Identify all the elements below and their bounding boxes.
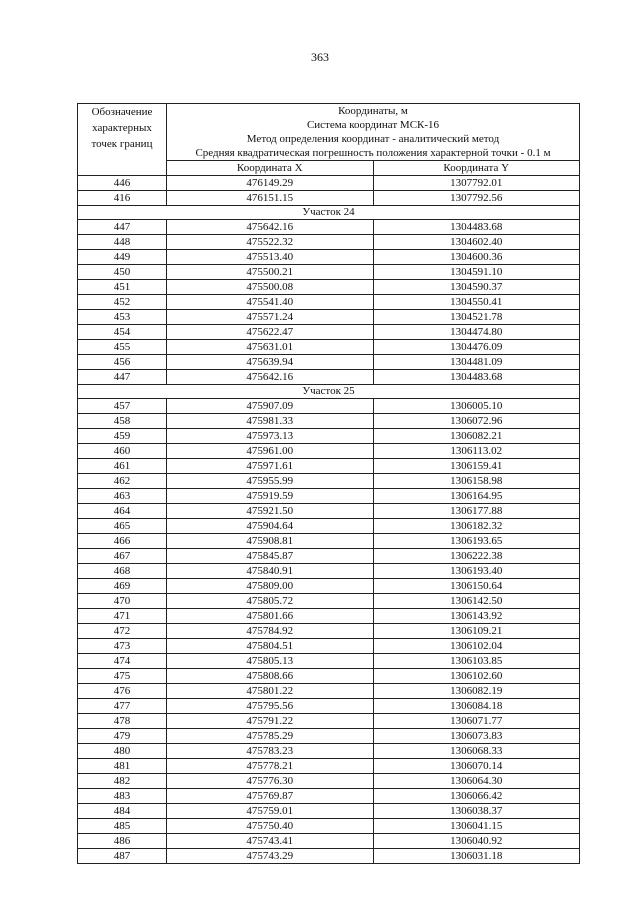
coord-x-cell: 475955.99 [167, 474, 374, 489]
coord-y-cell: 1306066.42 [373, 789, 580, 804]
point-id-cell: 451 [78, 280, 167, 295]
point-id-cell: 462 [78, 474, 167, 489]
coord-x-cell: 475642.16 [167, 370, 374, 385]
table-row [78, 235, 580, 250]
coord-y-cell: 1306068.33 [373, 744, 580, 759]
coord-x-cell: 475776.30 [167, 774, 374, 789]
table-row [78, 654, 580, 669]
table-row [78, 325, 580, 340]
table-row [78, 519, 580, 534]
point-id-cell: 483 [78, 789, 167, 804]
table-row [78, 265, 580, 280]
coord-y-cell: 1304602.40 [373, 235, 580, 250]
coord-y-cell: 1304550.41 [373, 295, 580, 310]
coord-x-cell: 475783.23 [167, 744, 374, 759]
table-row [78, 669, 580, 684]
coord-y-cell: 1307792.56 [373, 191, 580, 206]
coord-y-cell: 1306082.19 [373, 684, 580, 699]
coord-y-cell: 1306143.92 [373, 609, 580, 624]
point-id-cell: 465 [78, 519, 167, 534]
point-id-cell: 460 [78, 444, 167, 459]
coord-y-cell: 1306193.65 [373, 534, 580, 549]
point-id-cell: 487 [78, 849, 167, 864]
coord-y-cell: 1306064.30 [373, 774, 580, 789]
coord-x-cell: 475908.81 [167, 534, 374, 549]
coord-y-cell: 1306082.21 [373, 429, 580, 444]
coord-x-cell: 475840.91 [167, 564, 374, 579]
coord-y-cell: 1306193.40 [373, 564, 580, 579]
point-id-cell: 476 [78, 684, 167, 699]
coord-x-cell: 475513.40 [167, 250, 374, 265]
point-id-cell: 470 [78, 594, 167, 609]
coord-x-cell: 475791.22 [167, 714, 374, 729]
table-row [78, 699, 580, 714]
table-row [78, 849, 580, 864]
table-row [78, 684, 580, 699]
coord-x-cell: 475809.00 [167, 579, 374, 594]
coord-y-cell: 1306182.32 [373, 519, 580, 534]
table-row [78, 819, 580, 834]
point-id-cell: 447 [78, 220, 167, 235]
coord-y-cell: 1306164.95 [373, 489, 580, 504]
point-id-cell: 469 [78, 579, 167, 594]
coord-y-cell: 1306177.88 [373, 504, 580, 519]
coord-y-cell: 1306005.10 [373, 399, 580, 414]
coord-x-cell: 475639.94 [167, 355, 374, 370]
coord-y-cell: 1306150.64 [373, 579, 580, 594]
table-row [78, 639, 580, 654]
coord-y-cell: 1306109.21 [373, 624, 580, 639]
coord-x-cell: 475743.29 [167, 849, 374, 864]
table-row [78, 280, 580, 295]
table-row [78, 744, 580, 759]
table-row [78, 549, 580, 564]
coord-x-cell: 475778.21 [167, 759, 374, 774]
coord-x-cell: 475784.92 [167, 624, 374, 639]
point-id-cell: 459 [78, 429, 167, 444]
table-row [78, 804, 580, 819]
coord-x-cell: 475904.64 [167, 519, 374, 534]
coord-y-cell: 1306070.14 [373, 759, 580, 774]
coord-x-cell: 475541.40 [167, 295, 374, 310]
table-body [78, 104, 580, 864]
coord-y-cell: 1306159.41 [373, 459, 580, 474]
table-row [78, 310, 580, 325]
coord-x-cell: 475907.09 [167, 399, 374, 414]
coord-x-cell: 475743.41 [167, 834, 374, 849]
coord-y-cell: 1306142.50 [373, 594, 580, 609]
point-id-cell: 485 [78, 819, 167, 834]
point-id-cell: 484 [78, 804, 167, 819]
coord-x-cell: 475522.32 [167, 235, 374, 250]
point-id-cell: 454 [78, 325, 167, 340]
coord-y-cell: 1306222.38 [373, 549, 580, 564]
coord-x-cell: 475785.29 [167, 729, 374, 744]
coordinates-header [167, 104, 580, 161]
table-row [78, 489, 580, 504]
coord-y-cell: 1306031.18 [373, 849, 580, 864]
table-row [78, 474, 580, 489]
table-row [78, 191, 580, 206]
table-header-row [78, 104, 580, 161]
point-id-cell: 450 [78, 265, 167, 280]
coord-x-cell: 475622.47 [167, 325, 374, 340]
coord-y-cell: 1304590.37 [373, 280, 580, 295]
table-row [78, 399, 580, 414]
coord-y-cell: 1306041.15 [373, 819, 580, 834]
coord-x-cell: 475795.56 [167, 699, 374, 714]
table-row [78, 579, 580, 594]
coord-x-cell: 475805.72 [167, 594, 374, 609]
table-row [78, 504, 580, 519]
coord-x-cell: 475919.59 [167, 489, 374, 504]
coord-x-cell: 475921.50 [167, 504, 374, 519]
point-id-cell: 468 [78, 564, 167, 579]
table-row [78, 295, 580, 310]
coord-x-cell: 475961.00 [167, 444, 374, 459]
point-id-cell: 461 [78, 459, 167, 474]
coord-y-cell: 1306071.77 [373, 714, 580, 729]
point-id-cell: 464 [78, 504, 167, 519]
table-row [78, 534, 580, 549]
point-id-cell: 448 [78, 235, 167, 250]
table-row [78, 564, 580, 579]
point-label-header [78, 104, 167, 176]
coord-y-cell: 1304591.10 [373, 265, 580, 280]
point-id-cell: 473 [78, 639, 167, 654]
section-row [78, 206, 580, 220]
coord-x-cell: 475973.13 [167, 429, 374, 444]
table-row [78, 729, 580, 744]
point-label-line: характерных [92, 122, 152, 134]
coord-y-cell: 1304481.09 [373, 355, 580, 370]
coord-x-cell: 475801.66 [167, 609, 374, 624]
section-title: Участок 24 [78, 206, 580, 220]
section-title: Участок 25 [78, 385, 580, 399]
point-id-cell: 456 [78, 355, 167, 370]
point-id-cell: 477 [78, 699, 167, 714]
coord-x-cell: 475805.13 [167, 654, 374, 669]
coord-y-cell: 1306103.85 [373, 654, 580, 669]
table-row [78, 355, 580, 370]
coord-y-cell: 1306102.04 [373, 639, 580, 654]
coord-title-line: Координаты, м [338, 105, 408, 117]
coord-x-cell: 475571.24 [167, 310, 374, 325]
point-id-cell: 472 [78, 624, 167, 639]
coord-x-cell: 475801.22 [167, 684, 374, 699]
coord-x-cell: 475631.01 [167, 340, 374, 355]
table-row [78, 609, 580, 624]
coord-y-cell: 1304483.68 [373, 370, 580, 385]
coordinates-table [77, 103, 580, 864]
point-id-cell: 457 [78, 399, 167, 414]
coord-x-cell: 475804.51 [167, 639, 374, 654]
coord-y-cell: 1304521.78 [373, 310, 580, 325]
point-id-cell: 455 [78, 340, 167, 355]
point-id-cell: 475 [78, 669, 167, 684]
point-id-cell: 463 [78, 489, 167, 504]
point-id-cell: 446 [78, 176, 167, 191]
table-row [78, 414, 580, 429]
table-row [78, 176, 580, 191]
table-row [78, 594, 580, 609]
point-id-cell: 452 [78, 295, 167, 310]
coord-y-cell: 1306073.83 [373, 729, 580, 744]
table-row [78, 759, 580, 774]
coord-y-cell: 1306038.37 [373, 804, 580, 819]
point-id-cell: 453 [78, 310, 167, 325]
coord-title-line: Метод определения координат - аналитический метод [246, 133, 500, 145]
point-id-cell: 447 [78, 370, 167, 385]
coord-y-cell: 1304476.09 [373, 340, 580, 355]
point-id-cell: 416 [78, 191, 167, 206]
coord-x-cell: 476151.15 [167, 191, 374, 206]
coord-x-cell: 476149.29 [167, 176, 374, 191]
table-row [78, 340, 580, 355]
coord-y-cell: 1304474.80 [373, 325, 580, 340]
coord-x-cell: 475981.33 [167, 414, 374, 429]
point-id-cell: 474 [78, 654, 167, 669]
point-id-cell: 467 [78, 549, 167, 564]
table-row [78, 714, 580, 729]
point-id-cell: 471 [78, 609, 167, 624]
table-row [78, 834, 580, 849]
coord-y-cell: 1306084.18 [373, 699, 580, 714]
col-x-header: Координата X [167, 161, 374, 176]
point-id-cell: 481 [78, 759, 167, 774]
coord-y-cell: 1304600.36 [373, 250, 580, 265]
table-row [78, 789, 580, 804]
point-id-cell: 482 [78, 774, 167, 789]
coord-x-cell: 475971.61 [167, 459, 374, 474]
coord-y-cell: 1306158.98 [373, 474, 580, 489]
page-number: 363 [311, 50, 329, 64]
point-id-cell: 479 [78, 729, 167, 744]
table-row [78, 774, 580, 789]
coord-x-cell: 475500.08 [167, 280, 374, 295]
point-id-cell: 449 [78, 250, 167, 265]
col-y-header: Координата Y [373, 161, 580, 176]
coord-x-cell: 475845.87 [167, 549, 374, 564]
section-row [78, 385, 580, 399]
table-row [78, 250, 580, 265]
point-label-line: Обозначение [91, 106, 153, 118]
table-row [78, 444, 580, 459]
coord-x-cell: 475808.66 [167, 669, 374, 684]
coord-title-line: Средняя квадратическая погрешность положения характерной точки - 0.1 м [195, 147, 551, 159]
point-label-line: точек границ [91, 138, 153, 150]
coord-y-cell: 1306040.92 [373, 834, 580, 849]
coord-x-cell: 475759.01 [167, 804, 374, 819]
table-row [78, 220, 580, 235]
coord-y-cell: 1307792.01 [373, 176, 580, 191]
coord-y-cell: 1306102.60 [373, 669, 580, 684]
coord-y-cell: 1306072.96 [373, 414, 580, 429]
coord-x-cell: 475750.40 [167, 819, 374, 834]
coord-x-cell: 475642.16 [167, 220, 374, 235]
table-row [78, 624, 580, 639]
coord-x-cell: 475769.87 [167, 789, 374, 804]
point-id-cell: 466 [78, 534, 167, 549]
point-id-cell: 458 [78, 414, 167, 429]
point-id-cell: 478 [78, 714, 167, 729]
table-row [78, 370, 580, 385]
table-row [78, 459, 580, 474]
coord-title-line: Система координат МСК-16 [306, 119, 440, 131]
point-id-cell: 486 [78, 834, 167, 849]
point-id-cell: 480 [78, 744, 167, 759]
table-row [78, 429, 580, 444]
coord-y-cell: 1304483.68 [373, 220, 580, 235]
coord-y-cell: 1306113.02 [373, 444, 580, 459]
coord-x-cell: 475500.21 [167, 265, 374, 280]
